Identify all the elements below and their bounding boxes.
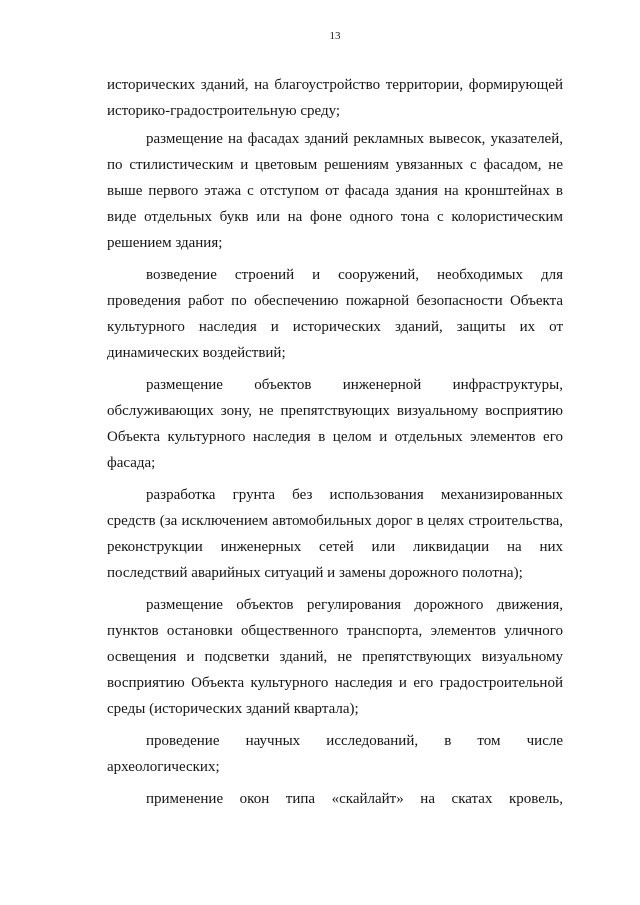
text-line: размещение объектов регулирования дорожного движения, (146, 597, 563, 613)
text-line: размещение объектов инженерной инфраструктуры, (146, 377, 563, 393)
text-line: освещения и подсветки зданий, не препятствующих визуальному (107, 649, 563, 665)
text-line: реконструкции инженерных сетей или ликвидации на них (107, 539, 563, 555)
text-line: разработка грунта без использования механизированных (146, 487, 563, 503)
text-line: виде отдельных букв или на фоне одного тона с колористическим (107, 209, 563, 225)
paragraph (107, 72, 563, 124)
text-line: восприятию Объекта культурного наследия и его градостроительной (107, 675, 563, 691)
paragraph (107, 786, 563, 812)
text-line: культурного наследия и исторических зданий, защиты их от (107, 319, 563, 335)
text-line: возведение строений и сооружений, необходимых для (146, 267, 563, 283)
document-body (107, 72, 563, 812)
text-line: исторических зданий, на благоустройство территории, формирующей (107, 77, 563, 93)
text-line: проведения работ по обеспечению пожарной безопасности Объекта (107, 293, 563, 309)
text-line: размещение на фасадах зданий рекламных вывесок, указателей, (146, 131, 563, 147)
text-line: средств (за исключением автомобильных дорог в целях строительства, (107, 513, 563, 529)
paragraph (107, 592, 563, 722)
paragraph (107, 482, 563, 586)
text-line: применение окон типа «скайлайт» на скатах кровель, (146, 791, 563, 807)
text-line: обслуживающих зону, не препятствующих визуальному восприятию (107, 403, 563, 419)
text-line: решением здания; (107, 235, 223, 251)
page-number: 13 (329, 30, 341, 42)
text-line: динамических воздействий; (107, 345, 286, 361)
text-line: выше первого этажа с отступом от фасада здания на кронштейнах в (107, 183, 563, 199)
text-line: археологических; (107, 759, 220, 775)
text-line: пунктов остановки общественного транспорта, элементов уличного (107, 623, 563, 639)
text-line: последствий аварийных ситуаций и замены дорожного полотна); (107, 565, 523, 581)
text-line: по стилистическим и цветовым решениям увязанных с фасадом, не (107, 157, 563, 173)
text-line: фасада; (107, 455, 156, 471)
text-line: Объекта культурного наследия в целом и отдельных элементов его (107, 429, 563, 445)
paragraph (107, 126, 563, 256)
paragraph (107, 728, 563, 780)
text-line: проведение научных исследований, в том числе (146, 733, 563, 749)
text-line: историко-градостроительную среду; (107, 103, 341, 119)
paragraph (107, 372, 563, 476)
paragraph (107, 262, 563, 366)
text-line: среды (исторических зданий квартала); (107, 701, 359, 717)
